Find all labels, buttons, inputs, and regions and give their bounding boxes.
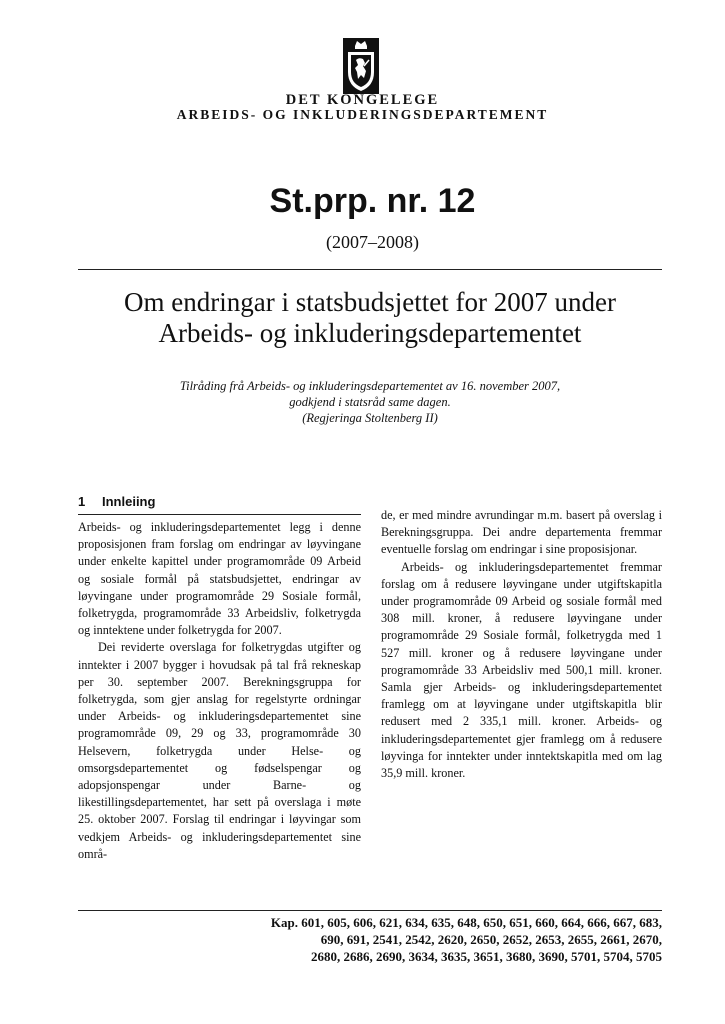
- document-title: [78, 287, 662, 349]
- body-column-right: [381, 507, 662, 782]
- ministry-name-line2: ARBEIDS- OG INKLUDERINGSDEPARTEMENT: [176, 107, 549, 122]
- recommendation-line2: godkjend i statsråd same dagen.: [289, 395, 451, 409]
- title-line2: Arbeids- og inkluderingsdepartementet: [158, 318, 582, 348]
- recommendation-block: [78, 378, 662, 426]
- recommendation-line3: (Regjeringa Stoltenberg II): [302, 411, 438, 425]
- title-line1: Om endringar i statsbudsjettet for 2007 under: [124, 287, 616, 317]
- chapter-list: [150, 914, 662, 965]
- paragraph-2: Dei reviderte overslaga for folketrygdas utgifter og inntekter i 2007 bygger i hovudsak på tal frå rekneskap per 30. september 2007. Berekningsgruppa for folketrygda, som gjer anslag for regelstyrte ordningar under Arbeids- og inkluderingsdepartementet sine programområde 09, 29 og 33, programområde 30 Helsevern, folketrygda under Helse- og omsorgsdepartementet og fødselspengar og adopsjonspengar under Barne- og likestillingsdepartementet, har sett på overslaga i møte 25. oktober 2007. Forslag til endringar i løyvingar som vedkjem Arbeids- og inkluderingsdepartementet sine områ-: [78, 640, 361, 861]
- chapter-list-line1: Kap. 601, 605, 606, 621, 634, 635, 648, 650, 651, 660, 664, 666, 667, 683,: [270, 915, 662, 930]
- body-column-left: [78, 519, 361, 863]
- chapter-list-line2: 690, 691, 2541, 2542, 2620, 2650, 2652, 2653, 2655, 2661, 2670,: [320, 932, 662, 947]
- recommendation-line1: Tilråding frå Arbeids- og inkluderingsdepartementet av 16. november 2007,: [179, 379, 561, 393]
- norwegian-royal-crest-icon: [343, 38, 379, 94]
- divider-top: [78, 269, 662, 270]
- section-heading: [78, 494, 361, 509]
- document-number: St.prp. nr. 12: [269, 182, 476, 220]
- chapter-list-line3: 2680, 2686, 2690, 3634, 3635, 3651, 3680, 3690, 5701, 5704, 5705: [311, 949, 662, 964]
- ministry-name-line1: DET KONGELEGE: [285, 92, 440, 108]
- paragraph-1: Arbeids- og inkluderingsdepartementet legg i denne proposisjonen fram forslag om endringar av løyvingane under enkelte kapittel under programområde 09 Arbeid og sosiale formål på statsbudsjettet, endringar av løyvingane under programområde 29 Sosiale formål, folketrygda, programområde 33 Arbeidsliv, folketrygda og inntektene under folketrygda for 2007.: [78, 520, 361, 638]
- paragraph-2-continued: de, er med mindre avrundingar m.m. basert på overslag i Berekningsgruppa. Dei andre departementa fremmar eventuelle forslag om endringar i sine proposisjonar.: [381, 508, 662, 557]
- section-title: Innleiing: [102, 494, 156, 509]
- session-years: (2007–2008): [326, 232, 419, 252]
- section-divider: [78, 514, 361, 515]
- divider-bottom: [78, 910, 662, 911]
- section-number: 1: [78, 494, 86, 509]
- paragraph-3: Arbeids- og inkluderingsdepartementet fremmar forslag om å redusere løyvingane under utgiftskapitla under programområde 09 Arbeid og sosiale formål med 308 mill. kroner, å redusere løyvingane under programområde 29 Sosiale formål, folketrygda med 1 527 mill. kroner og å redusere løyvingane under programområde 33 Arbeidsliv med 500,1 mill. kroner. Samla gjer Arbeids- og inkluderingsdepartementet framlegg om at løyvingane under utgiftskapitla blir redusert med 2 335,1 mill. kroner. Arbeids- og inkluderingsdepartementet gjer framlegg om å redusere løyvinga for inntekter under inntektskapitla med om lag 35,9 mill. kroner.: [381, 559, 662, 781]
